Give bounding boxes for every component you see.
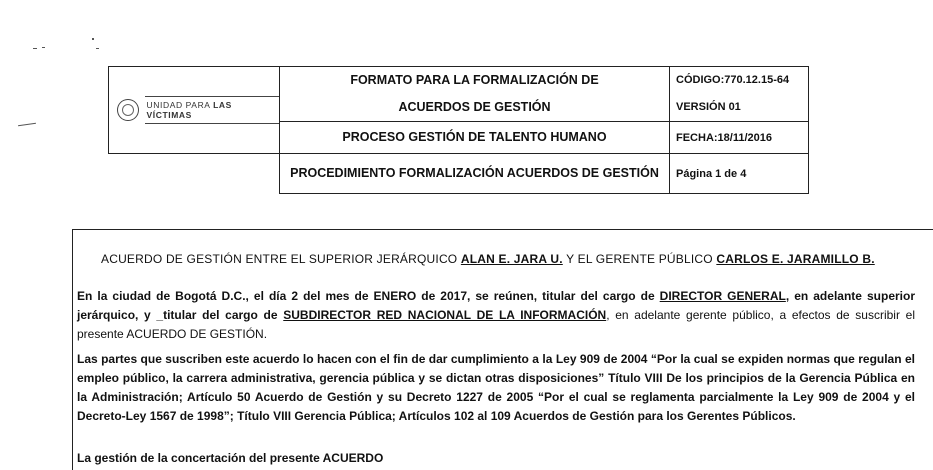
coat-of-arms-icon — [117, 99, 139, 121]
page-number: Página 1 de 4 — [670, 154, 809, 194]
institution-logo: UNIDAD PARA LAS VÍCTIMAS — [145, 96, 279, 124]
document-code: CÓDIGO:770.12.15-64 — [676, 74, 790, 86]
document-version: VERSIÓN 01 — [676, 101, 741, 113]
paragraph-meeting: En la ciudad de Bogotá D.C., el día 2 del mes de ENERO de 2017, se reúnen, titular del cargo de DIRECTOR GENERAL, en adelante superior jerárquico, y _titular del cargo de SUBDIRECTOR RED NACIONAL DE LA INFORMACIÓN, en adelante gerente público, a efectos de suscribir el presente ACUERDO DE GESTIÓN. — [77, 289, 916, 341]
document-header-table — [108, 66, 809, 194]
scan-speck — [92, 38, 94, 40]
manager-name: CARLOS E. JARAMILLO B. — [716, 252, 875, 266]
process-title: PROCESO GESTIÓN DE TALENTO HUMANO — [280, 122, 670, 154]
procedure-title: PROCEDIMIENTO FORMALIZACIÓN ACUERDOS DE GESTIÓN — [280, 154, 670, 194]
code-version-cell — [670, 67, 809, 122]
role-director-general: DIRECTOR GENERAL — [659, 289, 786, 303]
agreement-body-box — [72, 229, 933, 470]
scan-speck — [18, 123, 36, 126]
format-title: FORMATO PARA LA FORMALIZACIÓN DE ACUERDOS DE GESTIÓN — [280, 67, 670, 122]
document-date: FECHA:18/11/2016 — [670, 122, 809, 154]
scan-speck — [33, 48, 37, 49]
paragraph-legal-basis: Las partes que suscriben este acuerdo lo hacen con el fin de dar cumplimiento a la Ley 909 de 2004 “Por la cual se expiden normas que regulan el empleo público, la carrera administrativa, gerencia pública y se dictan otras disposiciones” Título VIII De los principios de la Gerencia Pública en la Administración; Artículo 50 Acuerdo de Gestión y su Decreto 1227 de 2005 “Por el cual se reglamenta parcialmente la Ley 909 de 2004 y el Decreto-Ley 1567 de 1998”; Título VIII Gerencia Pública; Artículos 102 al 109 Acuerdos de Gestión para los Gerentes Públicos. — [77, 352, 915, 423]
superior-name: ALAN E. JARA U. — [460, 252, 563, 266]
scan-speck — [96, 48, 99, 49]
agreement-title: ACUERDO DE GESTIÓN ENTRE EL SUPERIOR JERÁRQUICO ALAN E. JARA U. Y EL GERENTE PÚBLICO CARLOS E. JARAMILLO B. — [101, 252, 875, 266]
paragraph-partial: La gestión de la concertación del presente ACUERDO — [77, 451, 384, 465]
empty-cell — [109, 154, 280, 194]
scan-speck — [42, 47, 45, 48]
role-subdirector: SUBDIRECTOR RED NACIONAL DE LA INFORMACIÓN — [283, 308, 607, 322]
logo-cell — [109, 67, 280, 154]
